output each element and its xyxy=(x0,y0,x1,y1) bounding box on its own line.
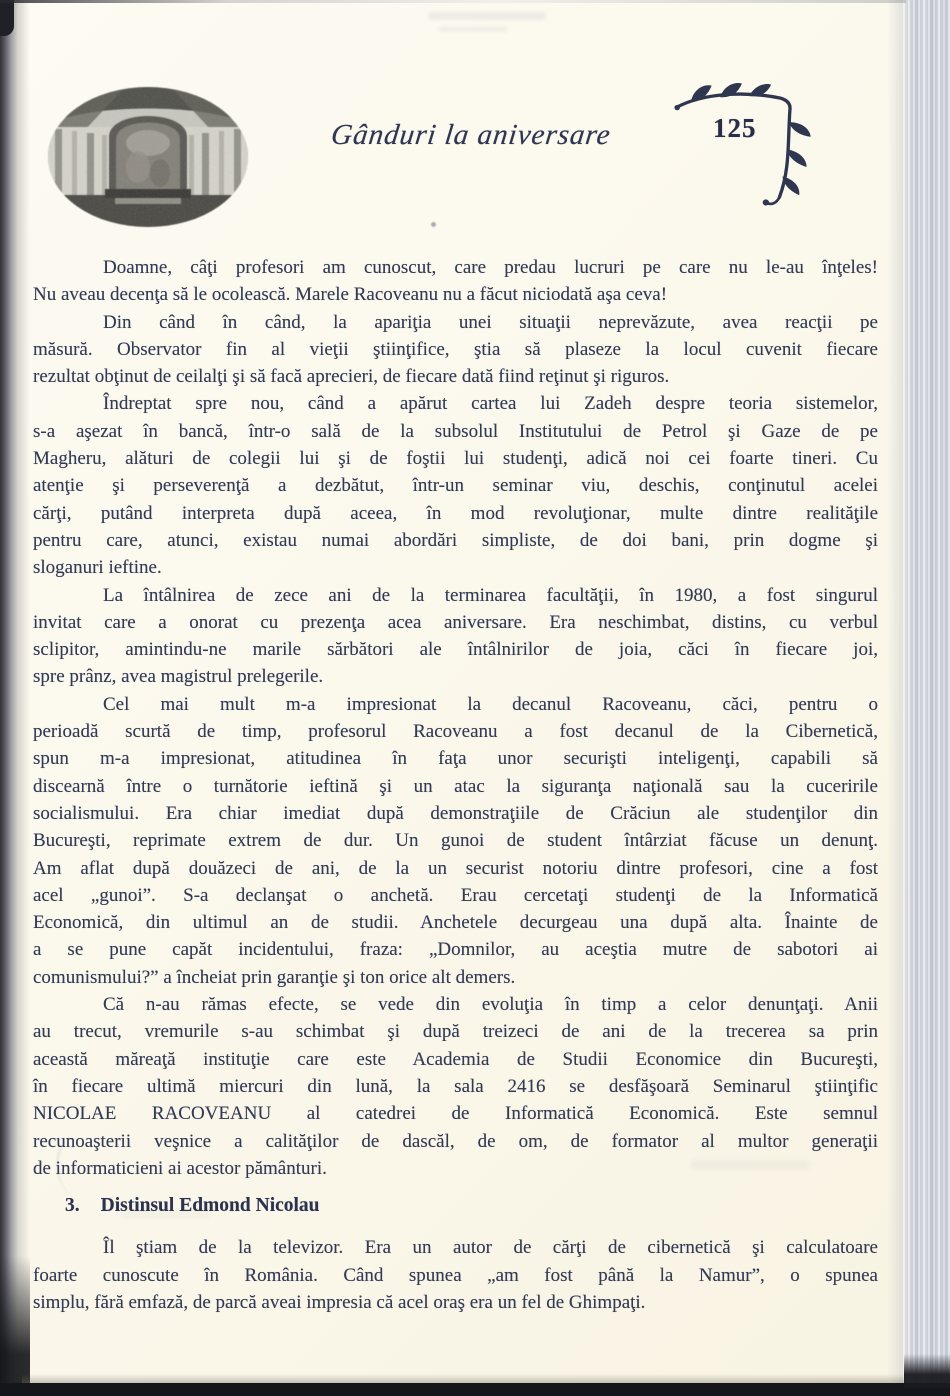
bleed-through-mark xyxy=(428,12,546,20)
text-line: Cel mai mult m-a impresionat la decanul Racoveanu, căci, pentru o xyxy=(103,693,878,715)
text-block xyxy=(33,254,878,1316)
text-line: au trecut, vremurile s-au schimbat şi după treizeci de ani de la trecerea sa prin xyxy=(33,1021,878,1043)
text-line: rezultat obţinut de ceilalţi şi să facă aprecieri, de fiecare dată fiind reţinut şi riguros. xyxy=(33,366,670,388)
text-line: Am aflat după douăzeci de ani, de la un securist notoriu dintre profesori, cine a fost xyxy=(33,857,878,879)
scan-edge-bottom xyxy=(0,1383,950,1396)
corner-flourish-ornament xyxy=(672,80,818,206)
text-line: perioadă scurtă de timp, profesorul Racoveanu a fost decanul de la Cibernetică, xyxy=(33,721,878,743)
paragraph xyxy=(33,582,878,691)
running-header-title: Gânduri la aniversare xyxy=(329,119,613,151)
bleed-through-mark xyxy=(438,26,508,32)
text-line: recunoaşterii veşnice a calităţilor de dascăl, de om, de formator al multor generaţii xyxy=(33,1130,878,1152)
text-line: atenţie şi perseverenţă a dezbătut, într-un seminar viu, deschis, conţinutul acelei xyxy=(33,475,878,497)
scan-corner-bottom-right xyxy=(904,1354,950,1388)
scan-edge-top xyxy=(0,0,906,3)
text-line: invitat care a onorat cu prezenţa acea aniversare. Era neschimbat, distins, cu verbul xyxy=(33,611,878,633)
paragraph xyxy=(33,254,878,309)
text-line: simplu, fără emfază, de parcă aveai impresia că acel oraş era un fel de Ghimpaţi. xyxy=(33,1291,646,1313)
paragraph xyxy=(33,1234,878,1316)
text-line: Îndreptat spre nou, când a apărut cartea lui Zadeh despre teoria sistemelor, xyxy=(103,393,878,415)
scan-corner-top-left xyxy=(0,0,14,36)
paragraph xyxy=(33,309,878,391)
book-gutter-left xyxy=(0,0,30,1396)
page-number: 125 xyxy=(713,113,757,143)
text-line: foarte cunoscute în România. Când spunea „am fost până la Namur”, o spunea xyxy=(33,1264,878,1286)
page-curl-shadow-bottom xyxy=(22,1374,906,1383)
text-line: comunismului?” a încheiat prin garanţie şi ton orice alt demers. xyxy=(33,966,516,988)
text-line: La întâlnirea de zece ani de la terminarea facultăţii, în 1980, a fost singurul xyxy=(103,584,878,606)
ink-speck xyxy=(431,222,436,227)
page-curl-shadow-right xyxy=(887,0,903,1384)
text-line: spun m-a impresionat, atitudinea în faţa unor securişti inteligenţi, capabili să xyxy=(33,748,878,770)
section-number: 3. xyxy=(65,1195,80,1217)
text-line: spre prânz, avea magistrul prelegerile. xyxy=(33,666,324,688)
text-line: a se pune capăt incidentului, fraza: „Domnilor, au aceştia mutre de sabotori ai xyxy=(33,939,878,961)
text-line: sloganuri ieftine. xyxy=(33,557,162,579)
text-line: măsură. Observator fin al vieţii ştiinţifice, ştia să plaseze la locul cuvenit fiecare xyxy=(33,338,878,360)
section-title: Distinsul Edmond Nicolau xyxy=(100,1195,320,1217)
text-line: Din când în când, la apariţia unei situaţii neprevăzute, avea reacţii pe xyxy=(103,311,878,333)
hall-interior-photo-art xyxy=(45,85,251,229)
hall-interior-photo xyxy=(45,85,251,229)
text-line: în fiecare ultimă miercuri din lună, la sala 2416 se desfăşoară Seminarul ştiinţific xyxy=(33,1075,878,1097)
text-line: Economică, din ultimul an de studii. Anchetele decurgeau una după alta. Înainte de xyxy=(33,912,878,934)
text-line: Îl ştiam de la televizor. Era un autor de cărţi de cibernetică şi calculatoare xyxy=(103,1237,878,1259)
book-page-edge-right xyxy=(903,0,950,1384)
paragraph xyxy=(33,691,878,991)
paragraph xyxy=(33,390,878,581)
text-line: Doamne, câţi profesori am cunoscut, care predau lucruri pe care nu le-au înţeles! xyxy=(103,257,878,278)
section-heading xyxy=(33,1192,878,1219)
text-line: această măreaţă instituţie care este Academia de Studii Economice din Bucureşti, xyxy=(33,1048,878,1070)
text-line: NICOLAE RACOVEANU al catedrei de Informatică Economică. Este semnul xyxy=(33,1103,878,1125)
text-line: pentru care, atunci, existau numai abordări simpliste, de doi bani, prin dogme şi xyxy=(33,529,878,551)
text-line: cărţi, putând interpreta după aceea, în mod revoluţionar, multe dintre realităţile xyxy=(33,502,878,524)
text-line: sclipitor, amintindu-ne marile sărbători ale întâlnirilor de joia, căci în fiecare joi, xyxy=(33,639,878,661)
text-line: Că n-au rămas efecte, se vede din evoluţia în timp a celor denunţaţi. Anii xyxy=(103,994,878,1016)
text-line: acel „gunoi”. S-a declanşat o anchetă. Erau cercetaţi studenţi de la Informatică xyxy=(33,884,878,906)
text-line: socialismului. Era chiar imediat după demonstraţiile de Crăciun ale studenţilor din xyxy=(33,802,878,824)
text-line: discearnă între o turnătorie ieftină şi un atac la siguranţa naţională sau la cuceririle xyxy=(33,775,878,797)
text-line: Nu aveau decenţa să le ocolească. Marele Racoveanu nu a făcut niciodată aşa ceva! xyxy=(33,284,668,306)
paragraph xyxy=(33,991,878,1182)
text-line: Bucureşti, reprimate extrem de dur. Un gunoi de student întârziat făcuse un denunţ. xyxy=(33,830,878,852)
text-line: Magheru, alături de colegii lui şi de foştii lui studenţi, adică noi cei foarte tineri. Cu xyxy=(33,448,878,470)
text-line: de informaticieni ai acestor pământuri. xyxy=(33,1157,327,1179)
text-line: s-a aşezat în bancă, într-o sală de la subsolul Institutului de Petrol şi Gaze de pe xyxy=(33,420,878,442)
